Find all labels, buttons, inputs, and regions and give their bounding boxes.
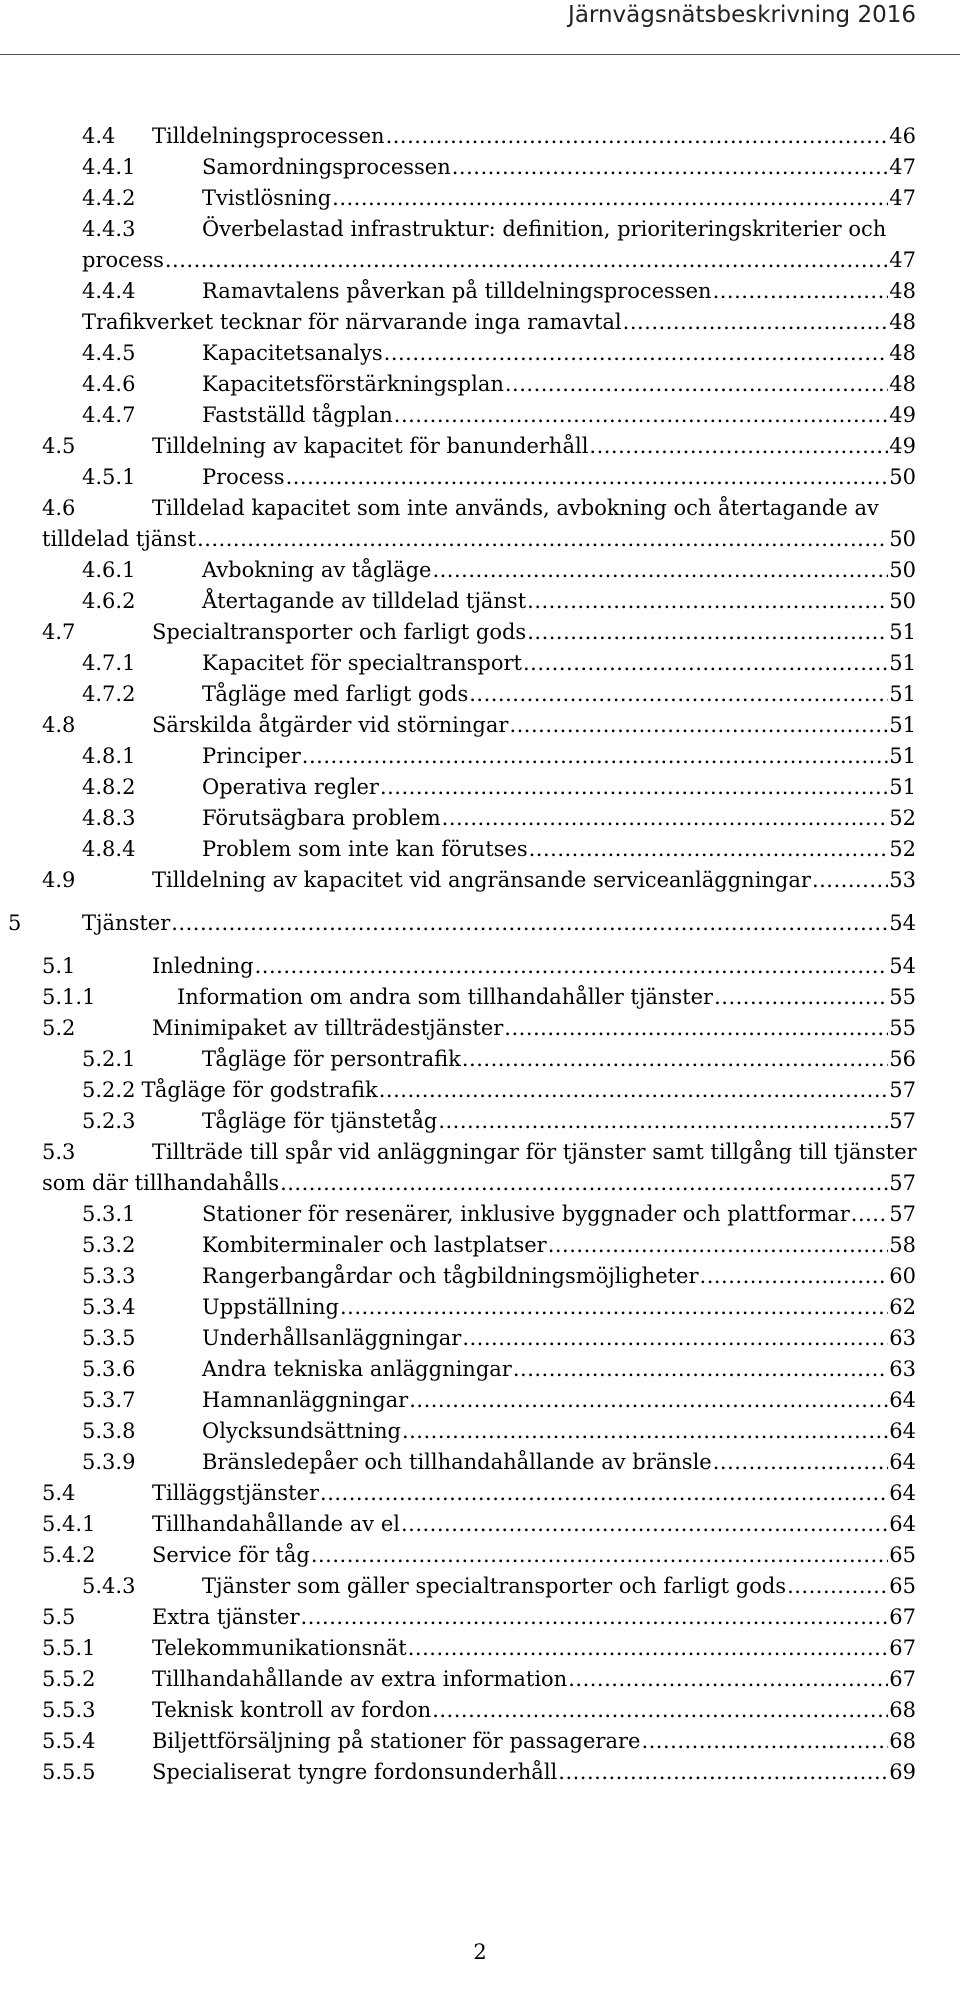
dot-leader [527,587,888,616]
toc-entry-title: Tjänster som gäller specialtransporter och farligt gods [202,1574,787,1598]
toc-entry-page: 57 [889,1171,916,1195]
toc-entry-page: 64 [889,1450,916,1474]
toc-entry[interactable] [42,1696,916,1725]
toc-entry[interactable] [42,952,916,981]
toc-entry-number: 5.5.1 [42,1636,96,1660]
toc-entry-page: 68 [889,1698,916,1722]
toc-entry-line [82,215,886,244]
toc-entry-title: Tågläge för tjänstetåg [202,1109,438,1133]
toc-entry-title: Teknisk kontroll av fordon [152,1698,432,1722]
dot-leader [469,680,888,709]
toc-entry[interactable] [82,370,916,399]
toc-entry[interactable] [42,1169,916,1198]
toc-entry-number: 5.5.4 [42,1729,96,1753]
dot-leader [408,1634,889,1663]
toc-entry-title: Specialtransporter och farligt gods [152,620,527,644]
toc-entry-page: 67 [889,1636,916,1660]
toc-entry-number: 5.3.2 [82,1233,136,1257]
toc-entry-title-continued: som där tillhandahålls [42,1171,280,1195]
toc-entry-title-continued: process [82,248,164,272]
toc-entry-title: Tilldelningsprocessen [152,124,385,148]
toc-entry-title: Återtagande av tilldelad tjänst [202,589,527,613]
toc-entry-number: 5.4 [42,1481,76,1505]
toc-entry-title: Bränsledepåer och tillhandahållande av bränsle [202,1450,712,1474]
dot-leader [558,1758,888,1787]
toc-entry-title: Överbelastad infrastruktur: definition, prioriteringskriterier och [202,217,887,241]
toc-entry[interactable] [82,1355,916,1384]
toc-entry-number: 5.5.3 [42,1698,96,1722]
toc-entry-number: 4.4.1 [82,155,136,179]
toc-entry-title: Förutsägbara problem [202,806,441,830]
dot-leader [462,1324,888,1353]
toc-entry-title: Trafikverket tecknar för närvarande inga ramavtal [82,310,622,334]
toc-entry-number: 4.7 [42,620,76,644]
toc-entry-title: Kapacitetsanalys [202,341,383,365]
toc-entry-title: Tillhandahållande av el [152,1512,400,1536]
dot-leader [302,742,888,771]
page-footer [0,1940,960,1964]
toc-entry-page: 65 [889,1543,916,1567]
dot-leader [513,1355,888,1384]
toc-entry-page: 54 [889,954,916,978]
dot-leader [568,1665,888,1694]
toc-entry[interactable] [82,277,916,306]
toc-entry-page: 67 [889,1667,916,1691]
toc-entry[interactable] [42,711,916,740]
toc-entry-number: 4.4.4 [82,279,136,303]
toc-entry-page: 53 [889,868,916,892]
toc-entry-page: 51 [889,620,916,644]
toc-entry[interactable] [42,618,916,647]
dot-leader [713,277,889,306]
toc-entry[interactable] [42,1541,916,1570]
toc-entry-page: 49 [889,403,916,427]
toc-entry-number: 5.4.3 [82,1574,136,1598]
toc-entry[interactable] [82,773,916,802]
toc-entry-number: 4.6.1 [82,558,136,582]
toc-entry-page: 50 [889,465,916,489]
toc-entry-page: 64 [889,1419,916,1443]
toc-entry[interactable] [42,1758,916,1787]
toc-entry[interactable] [82,153,916,182]
toc-entry[interactable] [82,401,916,430]
toc-entry-page: 51 [889,713,916,737]
toc-entry-page: 69 [889,1760,916,1784]
toc-entry[interactable] [82,308,916,337]
toc-entry[interactable] [42,1634,916,1663]
toc-entry-title: Särskilda åtgärder vid störningar [152,713,509,737]
toc-entry[interactable] [82,1262,916,1291]
toc-entry-number: 5.3.4 [82,1295,136,1319]
toc-entry-page: 48 [889,372,916,396]
toc-entry-title: Tilldelning av kapacitet för banunderhåll [152,434,589,458]
toc-entry[interactable] [42,1510,916,1539]
toc-entry[interactable] [42,1665,916,1694]
toc-entry-line [42,494,879,523]
toc-entry-title: Uppställning [202,1295,339,1319]
toc-entry-title: Tågläge för persontrafik [202,1047,461,1071]
toc-entry-number: 4.5 [42,434,76,458]
dot-leader [409,1386,888,1415]
toc-entry[interactable] [42,1603,916,1632]
dot-leader [713,1448,889,1477]
dot-leader [311,1541,888,1570]
dot-leader [641,1727,888,1756]
toc-entry-title: Avbokning av tågläge [202,558,432,582]
toc-entry-number: 5 [8,911,22,935]
dot-leader [548,1231,889,1260]
dot-leader [623,308,889,337]
toc-entry-title: Rangerbangårdar och tågbildningsmöjligheter [202,1264,699,1288]
toc-entry[interactable] [82,1200,916,1229]
toc-entry-page: 64 [889,1388,916,1412]
toc-entry-number: 5.3.7 [82,1388,136,1412]
header-divider [0,54,960,55]
dot-leader [504,1014,888,1043]
toc-entry-page: 64 [889,1481,916,1505]
toc-entry[interactable] [82,1386,916,1415]
toc-entry-page: 64 [889,1512,916,1536]
toc-entry[interactable] [8,909,916,938]
toc-entry-title: Kapacitetsförstärkningsplan [202,372,504,396]
toc-entry-page: 49 [889,434,916,458]
toc-entry-number: 4.4.3 [82,217,136,241]
toc-entry-page: 51 [889,682,916,706]
toc-entry-number: 5.2.3 [82,1109,136,1133]
dot-leader [384,339,889,368]
toc-entry-title-continued: tilldelad tjänst [42,527,197,551]
dot-leader [402,1417,888,1446]
toc-entry[interactable] [82,246,916,275]
dot-leader [380,773,888,802]
dot-leader [509,711,888,740]
toc-entry-number: 5.5 [42,1605,76,1629]
toc-entry-page: 68 [889,1729,916,1753]
toc-entry-title: Tjänster [82,911,171,935]
toc-entry[interactable] [82,1417,916,1446]
toc-entry[interactable] [42,1479,916,1508]
toc-entry-page: 50 [889,527,916,551]
toc-entry-page: 65 [889,1574,916,1598]
toc-entry-title: Specialiserat tyngre fordonsunderhåll [152,1760,558,1784]
toc-entry-title: Kapacitet för specialtransport [202,651,522,675]
toc-entry[interactable] [82,1324,916,1353]
dot-leader [812,866,888,895]
dot-leader [379,1076,889,1105]
running-header [568,0,916,34]
toc-entry-title: Samordningsprocessen [202,155,451,179]
toc-entry-number: 5.4.2 [42,1543,96,1567]
toc-entry[interactable] [82,1448,916,1477]
dot-leader [589,432,888,461]
toc-entry-page: 56 [889,1047,916,1071]
toc-entry-page: 47 [889,186,916,210]
toc-entry-title: Tillhandahållande av extra information [152,1667,568,1691]
toc-entry[interactable] [82,1572,916,1601]
toc-entry-number: 5.3.9 [82,1450,136,1474]
toc-entry-page: 52 [889,806,916,830]
toc-entry-title: Andra tekniska anläggningar [202,1357,512,1381]
toc-entry-number: 5.2.2 [82,1078,136,1102]
toc-entry-title: Minimipaket av tillträdestjänster [152,1016,504,1040]
toc-entry[interactable] [82,1076,916,1105]
toc-entry[interactable] [42,1014,916,1043]
toc-entry-page: 63 [889,1357,916,1381]
toc-entry[interactable] [82,742,916,771]
dot-leader [527,618,888,647]
toc-entry-page: 57 [889,1202,916,1226]
toc-entry-page: 60 [889,1264,916,1288]
toc-entry-title: Principer [202,744,301,768]
toc-entry-page: 48 [889,310,916,334]
toc-entry[interactable] [82,1231,916,1260]
toc-entry-title: Biljettförsäljning på stationer för passagerare [152,1729,641,1753]
toc-entry[interactable] [42,525,916,554]
dot-leader [523,649,888,678]
toc-entry-number: 4.4.5 [82,341,136,365]
toc-entry-page: 46 [889,124,916,148]
toc-entry-page: 54 [889,911,916,935]
toc-entry-page: 63 [889,1326,916,1350]
toc-entry[interactable] [82,1293,916,1322]
toc-entry-number: 5.4.1 [42,1512,96,1536]
dot-leader [787,1572,888,1601]
dot-leader [438,1107,888,1136]
toc-entry[interactable] [82,463,916,492]
toc-entry-number: 5.3.5 [82,1326,136,1350]
toc-entry-number: 4.8 [42,713,76,737]
toc-entry[interactable] [82,1107,916,1136]
dot-leader [442,804,889,833]
toc-entry-title: Tilldelad kapacitet som inte används, avbokning och återtagande av [152,496,879,520]
toc-entry-number: 5.2.1 [82,1047,136,1071]
toc-entry[interactable] [42,866,916,895]
toc-entry[interactable] [82,587,916,616]
toc-entry-line [42,1138,917,1167]
toc-entry-number: 4.5.1 [82,465,136,489]
toc-entry-title: Service för tåg [152,1543,310,1567]
toc-entry-title: Tågläge för godstrafik [141,1078,378,1102]
toc-entry-page: 48 [889,341,916,365]
toc-entry-title: Tilldelning av kapacitet vid angränsande serviceanläggningar [152,868,811,892]
toc-entry-title: Telekommunikationsnät [152,1636,407,1660]
dot-leader [700,1262,889,1291]
dot-leader [432,1696,888,1725]
toc-entry-title: Problem som inte kan förutses [202,837,528,861]
toc-entry-number: 4.4.2 [82,186,136,210]
toc-entry-number: 4.8.4 [82,837,136,861]
toc-entry-page: 50 [889,589,916,613]
toc-entry-number: 5.3.1 [82,1202,136,1226]
toc-entry-number: 5.1.1 [42,985,96,1009]
toc-entry-number: 4.4.7 [82,403,136,427]
toc-entry-title: Information om andra som tillhandahåller tjänster [177,985,714,1009]
dot-leader [332,184,888,213]
toc-entry-number: 4.6.2 [82,589,136,613]
toc-entry[interactable] [82,680,916,709]
toc-entry-title: Tillträde till spår vid anläggningar för tjänster samt tillgång till tjänster [152,1140,917,1164]
toc-entry-page: 51 [889,651,916,675]
toc-entry-page: 55 [889,1016,916,1040]
toc-entry-number: 5.1 [42,954,76,978]
toc-entry-title: Operativa regler [202,775,379,799]
dot-leader [529,835,889,864]
dot-leader [171,909,888,938]
dot-leader [197,525,888,554]
toc-entry-number: 5.3.3 [82,1264,136,1288]
toc-entry-page: 51 [889,775,916,799]
dot-leader [505,370,888,399]
toc-entry-page: 51 [889,744,916,768]
toc-entry[interactable] [82,339,916,368]
toc-entry-number: 4.7.1 [82,651,136,675]
dot-leader [851,1200,888,1229]
toc-entry-page: 52 [889,837,916,861]
dot-leader [386,122,889,151]
toc-entry[interactable] [82,649,916,678]
toc-entry-number: 4.4.6 [82,372,136,396]
toc-entry-page: 48 [889,279,916,303]
toc-entry-number: 4.8.3 [82,806,136,830]
toc-entry-title: Extra tjänster [152,1605,300,1629]
toc-entry-number: 5.3.6 [82,1357,136,1381]
dot-leader [394,401,888,430]
dot-leader [165,246,888,275]
toc-entry[interactable] [82,184,916,213]
toc-entry[interactable] [82,556,916,585]
toc-entry-page: 47 [889,155,916,179]
dot-leader [340,1293,888,1322]
toc-entry[interactable] [82,804,916,833]
toc-entry[interactable] [42,983,916,1012]
toc-entry-title: Inledning [152,954,254,978]
dot-leader [452,153,889,182]
toc-entry[interactable] [42,432,916,461]
toc-entry-title: Stationer för resenärer, inklusive byggnader och plattformar [202,1202,850,1226]
toc-entry-number: 5.3.8 [82,1419,136,1443]
toc-entry-page: 55 [889,985,916,1009]
toc-entry-page: 67 [889,1605,916,1629]
toc-entry-title: Tilläggstjänster [152,1481,320,1505]
toc-entry-title: Tågläge med farligt gods [202,682,469,706]
toc-entry-number: 5.2 [42,1016,76,1040]
dot-leader [462,1045,888,1074]
dot-leader [320,1479,888,1508]
toc-entry-number: 4.9 [42,868,76,892]
toc-entry-page: 47 [889,248,916,272]
toc-entry[interactable] [82,122,916,151]
toc-entry-number: 5.5.5 [42,1760,96,1784]
toc-entry-page: 50 [889,558,916,582]
toc-entry-title: Ramavtalens påverkan på tilldelningsprocessen [202,279,712,303]
toc-entry[interactable] [42,1727,916,1756]
toc-entry-number: 5.5.2 [42,1667,96,1691]
toc-entry-title: Underhållsanläggningar [202,1326,462,1350]
toc-entry-page: 57 [889,1078,916,1102]
toc-entry-title: Olycksundsättning [202,1419,401,1443]
toc-entry-number: 4.7.2 [82,682,136,706]
toc-entry-title: Fastställd tågplan [202,403,393,427]
toc-entry-title: Hamnanläggningar [202,1388,409,1412]
toc-entry-number: 4.8.1 [82,744,136,768]
dot-leader [286,463,889,492]
toc-entry-page: 57 [889,1109,916,1133]
toc-entry-number: 4.4 [82,124,116,148]
toc-entry[interactable] [82,835,916,864]
toc-entry-page: 58 [889,1233,916,1257]
dot-leader [255,952,889,981]
dot-leader [432,556,888,585]
toc-entry-title: Process [202,465,285,489]
toc-entry-number: 5.3 [42,1140,76,1164]
toc-entry-number: 4.8.2 [82,775,136,799]
toc-entry-page: 62 [889,1295,916,1319]
toc-entry-title: Kombiterminaler och lastplatser [202,1233,547,1257]
toc-entry[interactable] [82,1045,916,1074]
toc-entry-number: 4.6 [42,496,76,520]
document-title: Järnvägsnätsbeskrivning 2016 [568,2,916,28]
page-number: 2 [473,1940,487,1964]
dot-leader [401,1510,888,1539]
dot-leader [301,1603,889,1632]
dot-leader [714,983,888,1012]
dot-leader [280,1169,888,1198]
toc-entry-title: Tvistlösning [202,186,332,210]
